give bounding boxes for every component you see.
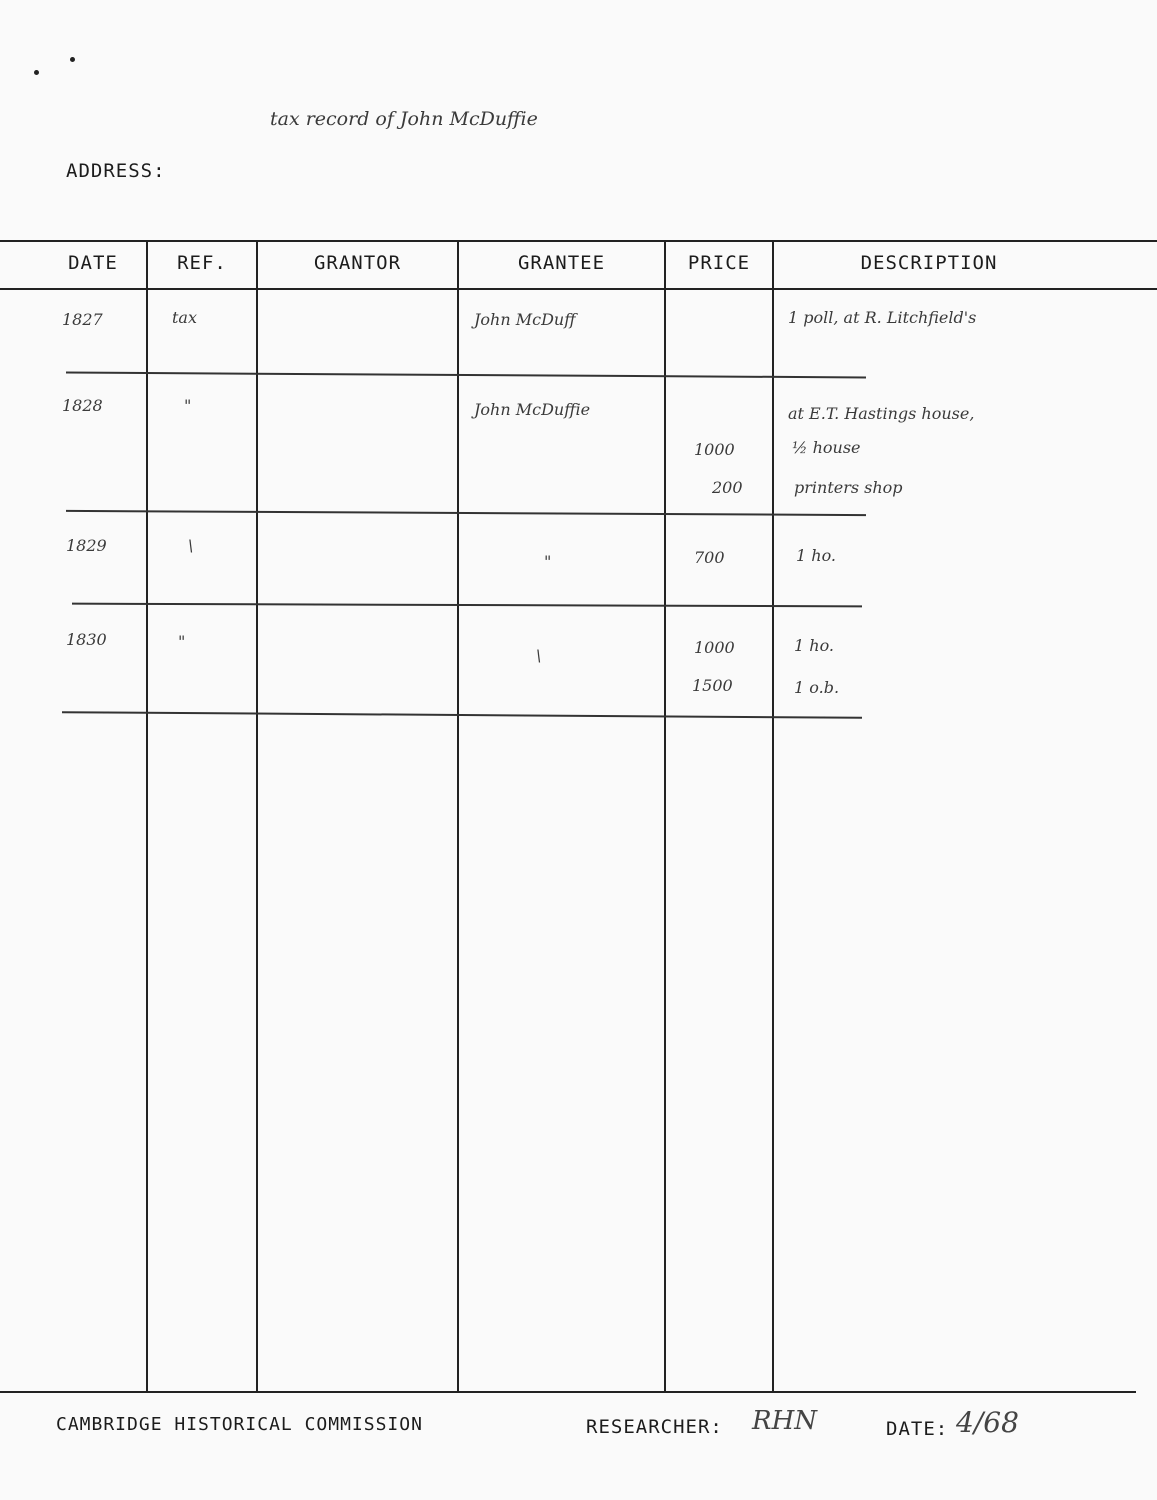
margin-dot [70, 57, 75, 62]
entry-ref: " [178, 632, 186, 651]
column-header-grantor: GRANTOR [313, 252, 402, 274]
column-header-date: DATE [68, 252, 118, 274]
entry-date: 1830 [66, 630, 107, 649]
footer-org: CAMBRIDGE HISTORICAL COMMISSION [56, 1414, 423, 1435]
entry-description: ½ house [792, 438, 861, 457]
entry-grantee: " [544, 552, 552, 571]
entry-price: 1500 [692, 676, 733, 695]
handwritten-note: tax record of John McDuffie [270, 108, 538, 130]
column-divider [772, 241, 774, 1391]
entry-description: 1 ho. [796, 546, 837, 565]
column-header-description: DESCRIPTION [860, 252, 998, 274]
margin-dot [34, 70, 39, 75]
entry-date: 1829 [66, 536, 107, 555]
entry-grantee: \ [536, 646, 542, 665]
row-separator [62, 711, 862, 718]
entry-grantee: John McDuff [474, 310, 576, 329]
entry-description: 1 ho. [794, 636, 835, 655]
entry-price: 700 [694, 548, 725, 567]
column-header-price: PRICE [687, 252, 751, 274]
entry-date: 1827 [62, 310, 103, 329]
entry-ref: \ [188, 536, 194, 555]
entry-price: 1000 [694, 440, 735, 459]
researcher-label: RESEARCHER: [586, 1416, 723, 1438]
entry-description: printers shop [794, 478, 903, 497]
column-divider [664, 241, 666, 1391]
entry-ref: tax [172, 308, 197, 327]
column-header-ref: REF. [177, 252, 227, 274]
table-header-rule [0, 288, 1157, 290]
entry-description: 1 o.b. [794, 678, 840, 697]
column-divider [457, 241, 459, 1391]
row-separator [66, 372, 866, 378]
entry-price: 1000 [694, 638, 735, 657]
column-header-grantee: GRANTEE [517, 252, 606, 274]
entry-ref: " [184, 396, 192, 415]
row-separator [66, 510, 866, 516]
entry-description: at E.T. Hastings house, [788, 404, 975, 423]
footer-rule [0, 1391, 1136, 1393]
address-label: ADDRESS: [66, 160, 166, 182]
column-divider [146, 241, 148, 1391]
table-top-rule [0, 240, 1157, 242]
researcher-initials: RHN [752, 1406, 817, 1436]
row-separator [72, 603, 862, 607]
entry-price: 200 [712, 478, 743, 497]
column-divider [256, 241, 258, 1391]
footer-date-value: 4/68 [956, 1406, 1019, 1439]
footer-date-label: DATE: [886, 1418, 949, 1440]
entry-description: 1 poll, at R. Litchfield's [788, 308, 977, 327]
entry-grantee: John McDuffie [474, 400, 591, 419]
entry-date: 1828 [62, 396, 103, 415]
